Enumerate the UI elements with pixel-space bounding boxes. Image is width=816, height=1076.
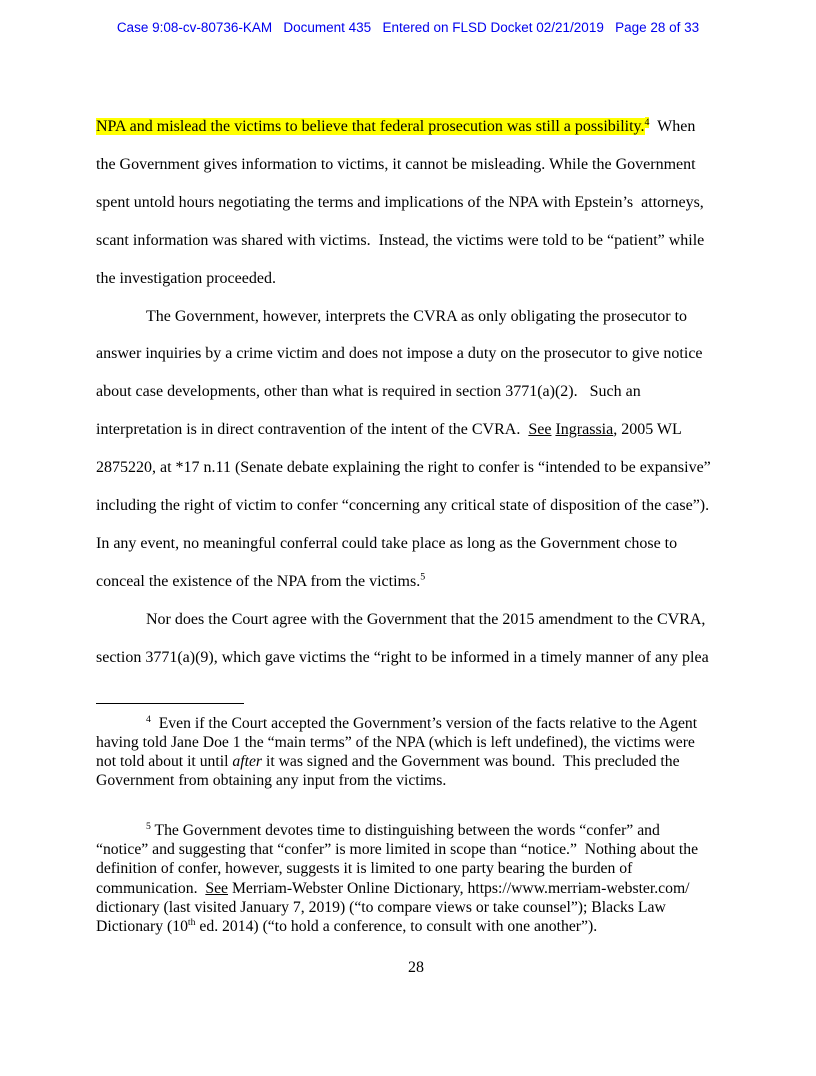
text-run: , 2005 WL: [613, 421, 682, 439]
text-line: the investigation proceeded.: [96, 269, 276, 287]
text-line: spent untold hours negotiating the terms and implications of the NPA with Epstein’s attorneys,: [96, 193, 704, 211]
text-line: Government from obtaining any input from the victims.: [96, 772, 447, 790]
body-paragraph-3: [96, 601, 736, 677]
text-line: definition of confer, however, suggests it is limited to one party bearing the burden of: [96, 860, 633, 878]
text-run: not told about it until: [96, 753, 233, 771]
text-line: [96, 752, 736, 771]
text-run: 4: [146, 713, 151, 725]
text-run: See: [205, 879, 229, 897]
text-run: it was signed and the Government was bound. This precluded the: [262, 753, 680, 771]
highlighted-text: NPA and mislead the victims to believe that federal prosecution was still a possibility.: [96, 118, 645, 135]
text-run: th: [187, 917, 196, 929]
body-paragraph-2: [96, 298, 736, 601]
text-run: See: [528, 421, 552, 439]
footnote-5: [96, 821, 736, 937]
text-run: interpretation is in direct contravention of the intent of the CVRA.: [96, 421, 529, 439]
text-line: scant information was shared with victims. Instead, the victims were told to be “patient” while: [96, 231, 705, 249]
page-number: 28: [408, 958, 424, 976]
text-line: [96, 108, 736, 146]
text-line: The Government, however, interprets the CVRA as only obligating the prosecutor to: [146, 307, 688, 325]
text-line: [96, 821, 736, 840]
text-run: Ingrassia: [555, 421, 614, 439]
text-line: Nor does the Court agree with the Government that the 2015 amendment to the CVRA,: [146, 610, 706, 628]
text-line: about case developments, other than what is required in section 3771(a)(2). Such an: [96, 383, 641, 401]
text-line: [96, 563, 736, 601]
text-run: conceal the existence of the NPA from the victims.: [96, 572, 421, 590]
text-run: Even if the Court accepted the Government’s version of the facts relative to the Agent: [150, 714, 698, 732]
document-page: [0, 20, 816, 1076]
text-line: section 3771(a)(9), which gave victims the “right to be informed in a timely manner of any plea: [96, 648, 709, 666]
text-run: 5: [420, 571, 426, 583]
text-line: [96, 411, 736, 449]
text-run: ed. 2014) (“to hold a conference, to consult with one another”).: [195, 918, 598, 936]
text-line: “notice” and suggesting that “confer” is more limited in scope than “notice.” Nothing about the: [96, 841, 699, 859]
case-header: Case 9:08-cv-80736-KAM Document 435 Entered on FLSD Docket 02/21/2019 Page 28 of 33: [116, 20, 700, 35]
text-run: When: [649, 118, 696, 135]
text-run: communication.: [96, 879, 206, 897]
text-line: having told Jane Doe 1 the “main terms” of the NPA (which is left undefined), the victims were: [96, 733, 695, 751]
text-line: dictionary (last visited January 7, 2019) (“to compare views or take counsel”); Blacks Law: [96, 898, 666, 916]
text-line: the Government gives information to victims, it cannot be misleading. While the Government: [96, 155, 696, 173]
highlighted-text: 4: [644, 116, 650, 128]
text-line: [96, 714, 736, 733]
body-paragraph-1: [96, 108, 736, 298]
footnote-separator: [96, 703, 244, 704]
text-line: [96, 917, 736, 936]
text-run: after: [232, 753, 263, 771]
text-line: including the right of victim to confer “concerning any critical state of disposition of the case”).: [96, 497, 710, 515]
text-run: Dictionary (10: [96, 918, 188, 936]
text-line: answer inquiries by a crime victim and does not impose a duty on the prosecutor to give notice: [96, 345, 703, 363]
text-line: 2875220, at *17 n.11 (Senate debate explaining the right to confer is “intended to be expansive”: [96, 459, 711, 477]
page-content: [96, 108, 736, 977]
text-line: In any event, no meaningful conferral could take place as long as the Government chose to: [96, 534, 678, 552]
text-run: The Government devotes time to distinguishing between the words “confer” and: [150, 821, 660, 839]
text-run: Merriam-Webster Online Dictionary, https://www.merriam-webster.com/: [228, 879, 690, 897]
footnote-4: [96, 714, 736, 791]
text-run: 5: [146, 820, 151, 832]
text-line: [96, 879, 736, 898]
